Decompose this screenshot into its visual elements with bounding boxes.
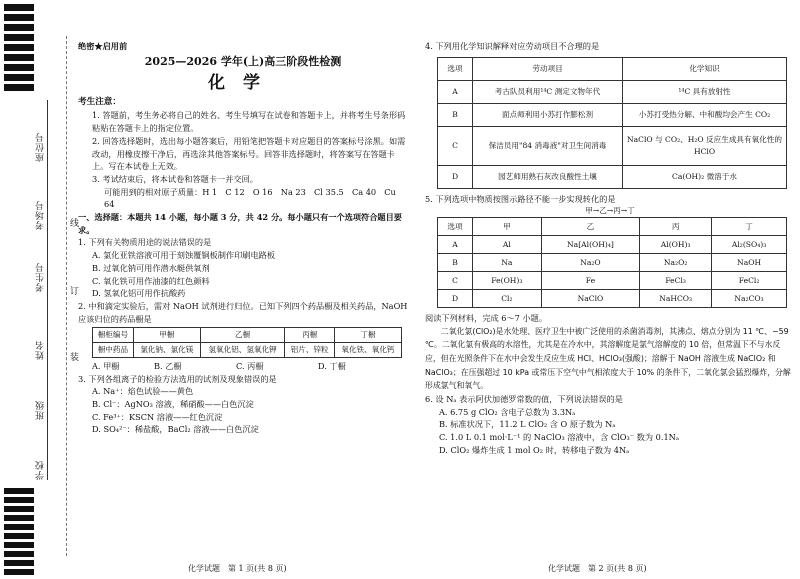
barcode-bar [4,515,34,521]
section-heading: 一、选择题：本题共 14 小题，每小题 3 分，共 42 分。每小题只有一个选项符合题目要求。 [78,212,402,235]
atomic-masses: 可能用到的相对原子质量：H 1 C 12 O 16 Na 23 Cl 35.5 Ca 40 Cu 64 [104,186,396,210]
table-cell: Cl₂ [473,290,542,308]
option: B. 标准状况下，11.2 L ClO₂ 含 O 原子数为 Nₐ [439,419,616,430]
option: A. Na⁺：焰色试验——黄色 [92,386,194,397]
option: C. 丙橱 [236,360,264,371]
barcode-bar [4,14,34,21]
barcode-bar [4,44,34,51]
page1-footer: 化学试题 第 1 页(共 8 页) [188,564,287,573]
field-label-examinee-id: 考生号 [36,262,46,292]
barcode-bar [4,24,34,31]
table-header: 丙 [640,218,712,236]
page2-footer: 化学试题 第 2 页(共 8 页) [548,564,647,573]
table-header: 选项 [438,57,473,80]
table-header: 乙 [541,218,639,236]
field-label-room: 考场号 [36,200,46,230]
barcode-bar [4,524,34,530]
table-cell: 小苏打受热分解、中和酸均会产生 CO₂ [623,103,787,126]
field-label-class: 班级 [36,400,46,420]
option: A. 甲橱 [92,360,120,371]
reading-material: 二氧化氯(ClO₂)是水处理、医疗卫生中被广泛使用的杀菌消毒剂，其沸点、熔点分别为 11 ℃、−59 ℃。二氧化氯有极高的水溶性，尤其是在冷水中，其溶解度是氯气溶解度的 10 倍，但常温下不与水反应，但在光照条件下在水中会发生反应生成 HCl、HClO₃(强酸)；溶解于 NaOH 溶液生成 NaClO₂ 和 NaClO₃；在压强超过 10 kPa 或常压下空气中气相浓度大于 10% 的条件下，二氧化氯会猛烈爆炸，分解形成氯气和氧气。 [425,326,791,391]
table-cell: Na[Al(OH)₄] [541,236,639,254]
confidential-mark: 绝密★启用前 [78,41,128,51]
table-cell: Na₂O₂ [640,254,712,272]
option: A. 6.75 g ClO₂ 含电子总数为 3.3Nₐ [439,406,576,417]
table-header: 乙橱 [200,328,285,343]
table-cell: A [438,236,473,254]
table-cell: NaOH [712,254,787,272]
table-cell: 氧化铁、氧化钙 [334,343,401,358]
table-cell: Na₂CO₃ [712,290,787,308]
table-cell: 保洁员用"84 消毒液"对卫生间消毒 [473,126,623,165]
barcode-bar [4,506,34,512]
page2-column [425,40,795,456]
table-header: 选项 [438,218,473,236]
table-cell: D [438,165,473,188]
table-header: 橱柜编号 [93,328,134,343]
table-cell: Na [473,254,542,272]
notice-item: 1. 答题前，考生务必将自己的姓名、考生号填写在试卷和答题卡上，并将考生号条形码粘贴在答题卡上的指定位置。 [92,110,406,134]
table-header: 化学知识 [623,57,787,80]
field-label-name: 姓名 [36,340,46,360]
subject-title: 化学 [208,72,278,93]
question-stem: 6. 设 Nₐ 表示阿伏加德罗常数的值，下列说法错误的是 [425,393,623,404]
barcode-bar [4,488,34,494]
option: D. SO₄²⁻：稀盐酸，BaCl₂ 溶液——白色沉淀 [92,424,259,435]
table-cell: 园艺师用熟石灰改良酸性土壤 [473,165,623,188]
table-cell: Al₂(SO₄)₃ [712,236,787,254]
question-stem: 4. 下列用化学知识解释对应劳动项目不合理的是 [425,41,600,51]
table-cell: ¹⁴C 具有放射性 [623,80,787,103]
seal-char-xian: 线 [70,219,80,229]
table-cell: Al(OH)₃ [640,236,712,254]
table-cell: Na₂O [541,254,639,272]
table-header: 甲橱 [133,328,200,343]
table-cell: Ca(OH)₂ 微溶于水 [623,165,787,188]
barcode-bar [4,84,34,91]
notice-item: 2. 回答选择题时，选出每小题答案后，用铅笔把答题卡对应题目的答案标号涂黑。如需改动，用橡皮擦干净后，再选涂其他答案标号。回答非选择题时，将答案写在答题卡上。写在本试卷上无效。 [92,135,406,172]
option: A. 氯化亚铁溶液可用于刻蚀覆铜板制作印刷电路板 [92,250,276,261]
table-header: 甲 [473,218,542,236]
option: B. 乙橱 [154,360,182,371]
table-cell: B [438,103,473,126]
table-header: 丙橱 [285,328,335,343]
reading-intro: 阅读下列材料，完成 6～7 小题。 [425,313,548,324]
barcode-bar [4,542,34,548]
exam-title: 2025—2026 学年(上)高三阶段性检测 [144,54,342,68]
barcode-bar [4,64,34,71]
option: B. 过氧化钠可用作潜水艇供氧剂 [92,262,210,273]
option: C. 氧化铁可用作油漆的红色颜料 [92,275,210,286]
table-cell: FeCl₃ [640,272,712,290]
seal-char-ding: 订 [70,287,80,297]
seal-char-zhuang: 装 [70,353,80,363]
question-stem: 2. 中和滴定实验后，需对 NaOH 试剂进行归位。已知下列四个药品橱及相关药品，NaOH 应该归位的药品橱是 [78,300,408,324]
barcode-bar [4,551,34,557]
field-label-school: 学校 [36,460,46,480]
conversion-table [437,217,787,308]
table-cell: Fe(OH)₃ [473,272,542,290]
table-cell: Fe [541,272,639,290]
barcode-bar [4,54,34,61]
table-cell: D [438,290,473,308]
table-cell: C [438,126,473,165]
table-cell: FeCl₂ [712,272,787,290]
option: C. 1.0 L 0.1 mol·L⁻¹ 的 NaClO₃ 溶液中，含 ClO₃⁻ 数为 0.1Nₐ [439,431,679,442]
barcode-bar [4,74,34,81]
option-row [78,360,408,373]
notice-heading: 考生注意： [78,97,121,108]
field-label-seat: 座位号 [36,132,46,162]
notice-item: 3. 考试结束后，将本试卷和答题卡一并交回。 [92,173,258,184]
conversion-path: 甲→乙→丙→丁 [585,206,635,216]
question-stem: 3. 下列各组离子的检验方法选用的试剂及现象错误的是 [78,373,277,384]
table-header: 劳动项目 [473,57,623,80]
cut-line [66,36,67,556]
table-cell: A [438,80,473,103]
table-cell: 铝片、锌粒 [285,343,335,358]
barcode-bar [4,569,34,575]
table-cell: C [438,272,473,290]
barcode-bar [4,497,34,503]
barcode-bar [4,533,34,539]
option: B. Cl⁻：AgNO₃ 溶液，稀硝酸——白色沉淀 [92,399,254,409]
table-cell: 考古队员利用¹⁴C 测定文物年代 [473,80,623,103]
table-header: 丁 [712,218,787,236]
cabinet-table [92,327,402,358]
table-cell: 氯化钠、氯化镁 [133,343,200,358]
table-header: 丁橱 [334,328,401,343]
table-cell: Al [473,236,542,254]
fill-line [47,100,48,480]
table-cell: NaHCO₃ [640,290,712,308]
option: D. 丁橱 [318,360,346,371]
option: D. 氢氧化铝可用作抗酸药 [92,288,186,299]
table-cell: 氢氧化铝、氢氧化钾 [200,343,285,358]
table-cell: 橱中药品 [93,343,134,358]
barcode-bar [4,34,34,41]
table-cell: 面点师利用小苏打作膨松剂 [473,103,623,126]
page1-column [78,40,408,436]
barcode-bar [4,4,34,11]
option: D. ClO₂ 爆炸生成 1 mol O₂ 时，转移电子数为 4Nₐ [439,444,630,455]
barcode-bar [4,560,34,566]
labor-table [437,57,787,189]
binding-strip [0,0,80,579]
table-cell: B [438,254,473,272]
option: C. Fe³⁺：KSCN 溶液——红色沉淀 [92,411,223,422]
question-stem: 5. 下列选项中物质按图示路径不能一步实现转化的是 [425,193,616,204]
question-stem: 1. 下列有关物质用途的说法错误的是 [78,237,212,248]
table-cell: NaClO 与 CO₂、H₂O 反应生成具有氧化性的 HClO [623,126,787,165]
table-cell: NaClO [541,290,639,308]
